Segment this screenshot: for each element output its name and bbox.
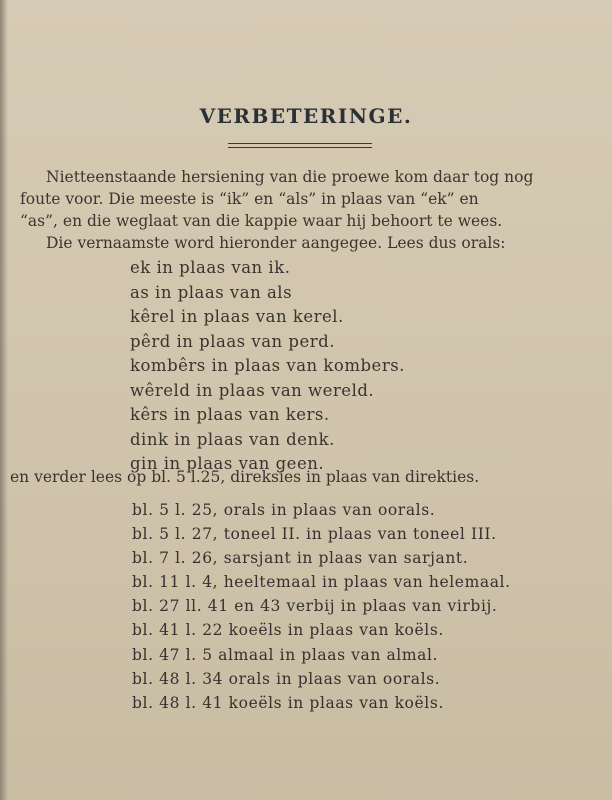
correction-item: dink in plaas van denk.	[130, 429, 335, 449]
title-rule-bottom	[228, 147, 372, 148]
errata-item: bl. 27 ll. 41 en 43 verbij in plaas van virbij.	[132, 597, 498, 616]
correction-item: pêrd in plaas van perd.	[130, 331, 335, 351]
intro-line: foute voor. Die meeste is “ik” en “als” in plaas van “ek” en	[20, 190, 479, 208]
errata-item: bl. 5 l. 25, orals in plaas van oorals.	[132, 501, 436, 519]
correction-item: kêrs in plaas van kers.	[130, 405, 330, 424]
spelling-corrections-list	[130, 256, 405, 477]
errata-item: bl. 47 l. 5 almaal in plaas van almal.	[132, 645, 439, 664]
correction-item: gin in plaas van geen.	[130, 454, 325, 473]
correction-item: as in plaas van als	[130, 282, 293, 302]
intro-line: Die vernaamste word hieronder aangegee. Lees dus orals:	[46, 234, 506, 252]
errata-item: bl. 7 l. 26, sarsjant in plaas van sarjant.	[132, 549, 469, 568]
intro-paragraph	[20, 166, 595, 254]
errata-list	[132, 498, 511, 715]
correction-item: kombêrs in plaas van kombers.	[130, 356, 405, 375]
correction-item: wêreld in plaas van wereld.	[130, 380, 375, 400]
errata-item: bl. 11 l. 4, heeltemaal in plaas van helemaal.	[132, 573, 511, 592]
correction-item: kêrel in plaas van kerel.	[130, 307, 344, 326]
errata-item: bl. 5 l. 27, toneel II. in plaas van toneel III.	[132, 525, 497, 544]
intro-line: “as”, en die weglaat van die kappie waar hij behoort te wees.	[20, 212, 503, 230]
further-note: en verder lees op bl. 5 l.25, direksies in plaas van direkties.	[10, 468, 480, 486]
errata-item: bl. 48 l. 41 koeëls in plaas van koëls.	[132, 693, 444, 712]
intro-line: Nietteenstaande hersiening van die proewe kom daar tog nog	[46, 168, 534, 186]
errata-item: bl. 48 l. 34 orals in plaas van oorals.	[132, 669, 441, 688]
title-rule-top	[228, 143, 372, 144]
correction-item: ek in plaas van ik.	[130, 258, 291, 277]
page-title: VERBETERINGE.	[199, 104, 413, 128]
errata-item: bl. 41 l. 22 koeëls in plaas van koëls.	[132, 621, 444, 640]
